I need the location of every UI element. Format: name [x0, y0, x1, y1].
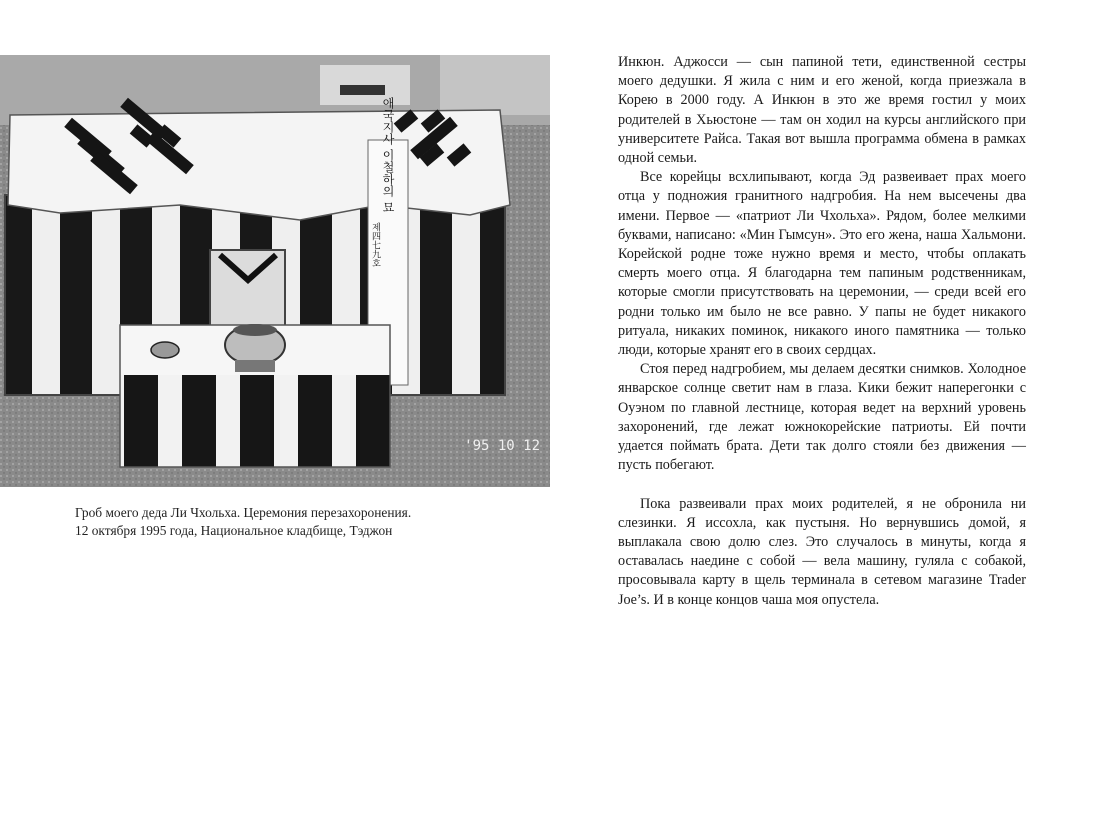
- paragraph: Все корейцы всхлипывают, когда Эд развеивает прах моего отца у подножия гранитного надгробия. На нем высечены два имени. Первое — «патриот Ли Чхольха». Рядом, более мелкими буквами, написано: «Мин Гымсун». Это его жена, наша Хальмони. Корейской родне тоже нужно время и место, чтобы оплакать смерть моего отца. Я благодарна тем папиным родственникам, которые смогли присутствовать на церемонии, — среди всей его родни только им было не все равно. У папы не будет никакого ритуала, никаких поминок, никакого иного памятника — только люди, которые хранят его в своих сердцах.: [618, 169, 1026, 359]
- cup: [151, 342, 179, 358]
- body-text: [618, 53, 1026, 610]
- banner-date: 제四七九호: [370, 222, 380, 268]
- portrait-frame: [210, 250, 285, 335]
- paragraph: Стоя перед надгробием, мы делаем десятки снимков. Холодное январское солнце светит нам в глаза. Кики бежит наперегонки с Оуэном по главной лестнице, которая ведет на верхний уровень захоронений, где лежат южнокорейские патриоты. Ей почти удается поймать брата. Дети так долго стояли без движения — пусть побегают.: [618, 361, 1026, 474]
- banner-text: 애국지사 이철하의 묘: [381, 97, 395, 213]
- paragraph: Инкюн. Аджосси — сын папиной тети, единственной сестры моего дедушки. Я жила с ним и его женой, когда приезжала в Корею в 2000 году. А Инкюн в это же время гостил у моих родителей в Хьюстоне — там он ходил на курсы английского при университете Райса. Такая вот вышла программа обмена в рамках одной семьи.: [618, 54, 1026, 167]
- coffin-ceremony-photo: [0, 55, 550, 487]
- paragraph: Пока развеивали прах моих родителей, я не обронила ни слезинки. Я иссохла, как пустыня. Но вернувшись домой, я выплакала свою долю слез. Это случалось в минуты, когда я оставалась наедине с собой — вела машину, гуляла с собакой, просовывала карту в щель терминала в сетевом магазине Trader Joe’s. И в конце концов чаша моя опустела.: [618, 495, 1026, 608]
- caption-line-2: 12 октября 1995 года, Национальное кладбище, Тэджон: [75, 523, 393, 538]
- date-stamp: '95 10 12: [464, 438, 540, 454]
- photo-caption: [75, 504, 515, 540]
- caption-line-1: Гроб моего деда Ли Чхольха. Церемония перезахоронения.: [75, 505, 412, 520]
